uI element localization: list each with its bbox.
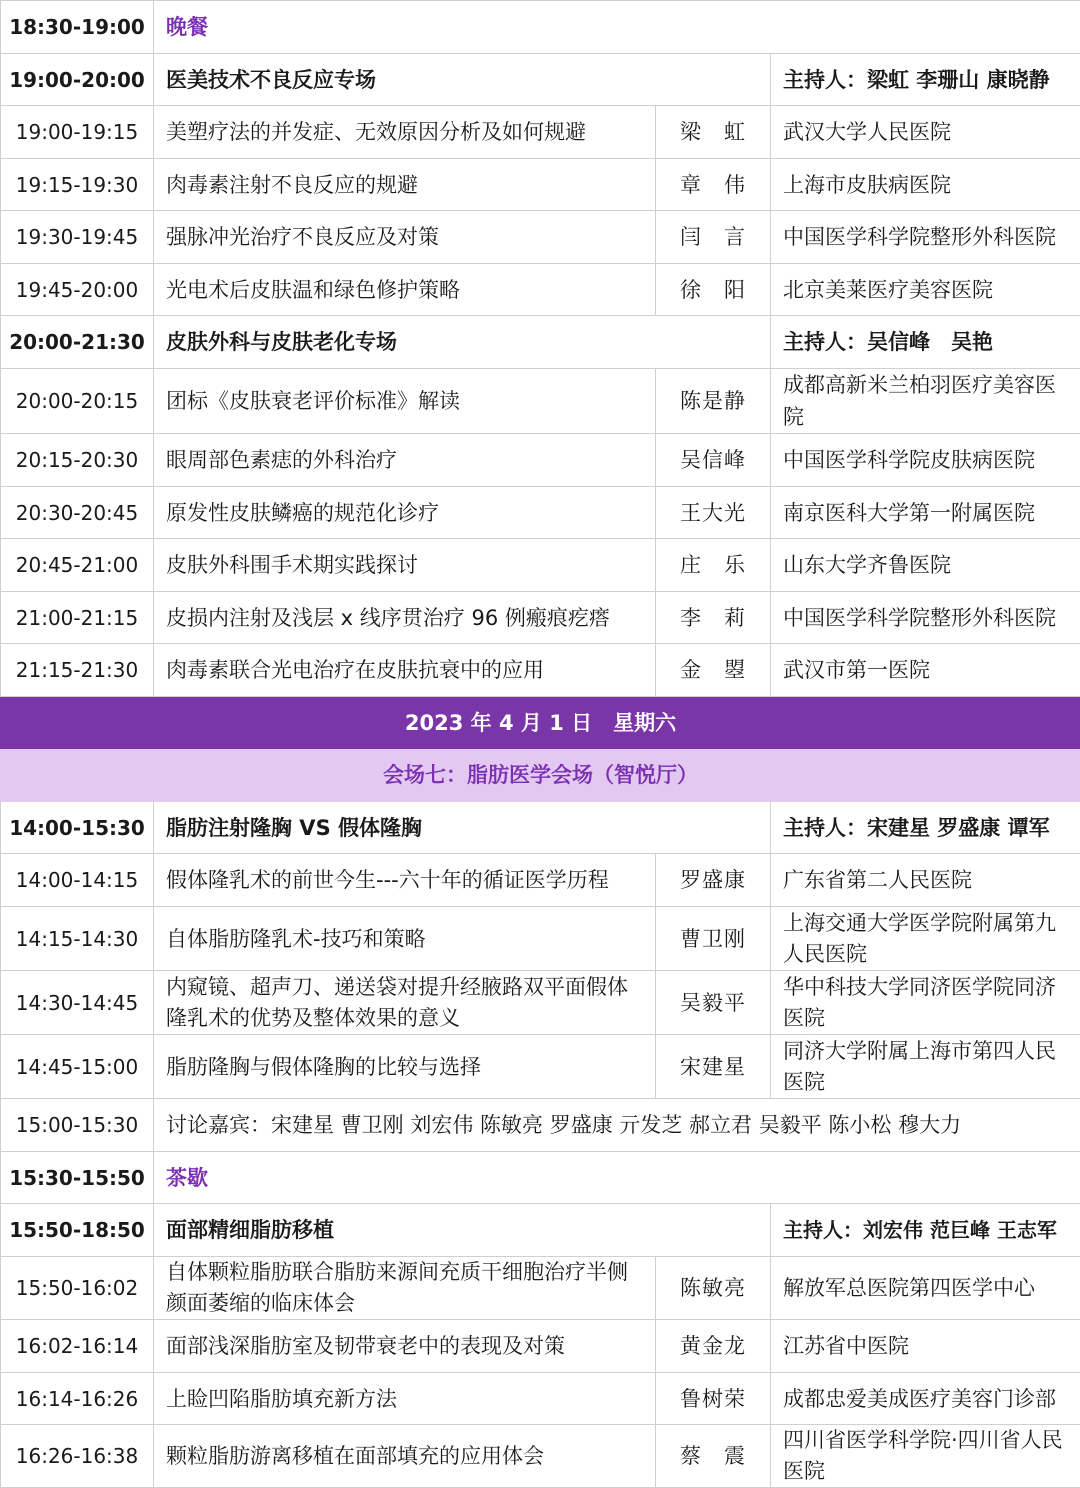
talk-speaker: 梁 虹 bbox=[656, 106, 771, 159]
session-host: 主持人：梁虹 李珊山 康晓静 bbox=[771, 54, 1080, 106]
talk-row bbox=[1, 1257, 1080, 1320]
talk-row bbox=[1, 1035, 1080, 1099]
talk-row bbox=[1, 1425, 1080, 1488]
time-cell: 19:00-19:15 bbox=[1, 106, 154, 159]
discussion-row bbox=[1, 1099, 1080, 1152]
talk-topic: 强脉冲光治疗不良反应及对策 bbox=[154, 211, 656, 264]
talk-row bbox=[1, 644, 1080, 697]
talk-speaker: 章 伟 bbox=[656, 159, 771, 211]
talk-row bbox=[1, 971, 1080, 1035]
session-title: 面部精细脂肪移植 bbox=[154, 1204, 771, 1257]
time-cell: 20:30-20:45 bbox=[1, 487, 154, 539]
talk-organization: 广东省第二人民医院 bbox=[771, 854, 1080, 907]
venue-banner-row bbox=[1, 749, 1080, 802]
session-host: 主持人：宋建星 罗盛康 谭军 bbox=[771, 802, 1080, 854]
talk-speaker: 吴毅平 bbox=[656, 971, 771, 1035]
time-cell: 20:00-21:30 bbox=[1, 316, 154, 369]
talk-topic: 内窥镜、超声刀、递送袋对提升经腋路双平面假体隆乳术的优势及整体效果的意义 bbox=[154, 971, 656, 1035]
talk-row bbox=[1, 434, 1080, 487]
time-cell: 14:00-14:15 bbox=[1, 854, 154, 907]
talk-speaker: 徐 阳 bbox=[656, 264, 771, 316]
talk-row bbox=[1, 487, 1080, 539]
session-header-row bbox=[1, 1204, 1080, 1257]
talk-organization: 北京美莱医疗美容医院 bbox=[771, 264, 1080, 316]
talk-organization: 上海市皮肤病医院 bbox=[771, 159, 1080, 211]
talk-speaker: 吴信峰 bbox=[656, 434, 771, 487]
discussion-guests: 讨论嘉宾：宋建星 曹卫刚 刘宏伟 陈敏亮 罗盛康 亓发芝 郝立君 吴毅平 陈小松 穆大力 bbox=[154, 1099, 1080, 1152]
time-cell: 18:30-19:00 bbox=[1, 1, 154, 54]
time-cell: 15:00-15:30 bbox=[1, 1099, 154, 1152]
talk-row bbox=[1, 106, 1080, 159]
talk-topic: 颗粒脂肪游离移植在面部填充的应用体会 bbox=[154, 1425, 656, 1488]
talk-speaker: 黄金龙 bbox=[656, 1320, 771, 1373]
time-cell: 14:30-14:45 bbox=[1, 971, 154, 1035]
talk-speaker: 罗盛康 bbox=[656, 854, 771, 907]
talk-speaker: 陈敏亮 bbox=[656, 1257, 771, 1320]
talk-organization: 武汉大学人民医院 bbox=[771, 106, 1080, 159]
talk-organization: 武汉市第一医院 bbox=[771, 644, 1080, 697]
talk-topic: 脂肪隆胸与假体隆胸的比较与选择 bbox=[154, 1035, 656, 1099]
time-cell: 16:14-16:26 bbox=[1, 1373, 154, 1425]
venue-banner: 会场七：脂肪医学会场（智悦厅） bbox=[1, 749, 1080, 802]
time-cell: 20:15-20:30 bbox=[1, 434, 154, 487]
talk-topic: 皮肤外科围手术期实践探讨 bbox=[154, 539, 656, 592]
session-title: 医美技术不良反应专场 bbox=[154, 54, 771, 106]
talk-organization: 山东大学齐鲁医院 bbox=[771, 539, 1080, 592]
time-cell: 20:45-21:00 bbox=[1, 539, 154, 592]
talk-topic: 面部浅深脂肪室及韧带衰老中的表现及对策 bbox=[154, 1320, 656, 1373]
talk-row bbox=[1, 211, 1080, 264]
talk-row bbox=[1, 1373, 1080, 1425]
session-host: 主持人：刘宏伟 范巨峰 王志军 bbox=[771, 1204, 1080, 1257]
talk-speaker: 庄 乐 bbox=[656, 539, 771, 592]
talk-organization: 江苏省中医院 bbox=[771, 1320, 1080, 1373]
talk-topic: 皮损内注射及浅层 x 线序贯治疗 96 例瘢痕疙瘩 bbox=[154, 592, 656, 644]
talk-organization: 华中科技大学同济医学院同济医院 bbox=[771, 971, 1080, 1035]
session-title: 皮肤外科与皮肤老化专场 bbox=[154, 316, 771, 369]
time-cell: 21:15-21:30 bbox=[1, 644, 154, 697]
talk-organization: 上海交通大学医学院附属第九人民医院 bbox=[771, 907, 1080, 971]
talk-organization: 成都高新米兰柏羽医疗美容医院 bbox=[771, 369, 1080, 434]
talk-topic: 上睑凹陷脂肪填充新方法 bbox=[154, 1373, 656, 1425]
talk-topic: 肉毒素注射不良反应的规避 bbox=[154, 159, 656, 211]
session-row-dinner bbox=[1, 1, 1080, 54]
talk-organization: 四川省医学科学院·四川省人民医院 bbox=[771, 1425, 1080, 1488]
talk-row bbox=[1, 369, 1080, 434]
time-cell: 14:15-14:30 bbox=[1, 907, 154, 971]
talk-speaker: 宋建星 bbox=[656, 1035, 771, 1099]
session-header-row bbox=[1, 802, 1080, 854]
time-cell: 19:15-19:30 bbox=[1, 159, 154, 211]
break-label: 晚餐 bbox=[154, 1, 1080, 54]
talk-speaker: 鲁树荣 bbox=[656, 1373, 771, 1425]
date-banner: 2023 年 4 月 1 日 星期六 bbox=[1, 697, 1080, 749]
time-cell: 21:00-21:15 bbox=[1, 592, 154, 644]
talk-topic: 自体脂肪隆乳术-技巧和策略 bbox=[154, 907, 656, 971]
time-cell: 19:45-20:00 bbox=[1, 264, 154, 316]
session-header-row bbox=[1, 316, 1080, 369]
talk-speaker: 金 曌 bbox=[656, 644, 771, 697]
time-cell: 14:00-15:30 bbox=[1, 802, 154, 854]
talk-topic: 眼周部色素痣的外科治疗 bbox=[154, 434, 656, 487]
talk-row bbox=[1, 592, 1080, 644]
talk-speaker: 陈是静 bbox=[656, 369, 771, 434]
talk-speaker: 曹卫刚 bbox=[656, 907, 771, 971]
talk-topic: 光电术后皮肤温和绿色修护策略 bbox=[154, 264, 656, 316]
session-header-row bbox=[1, 54, 1080, 106]
talk-topic: 美塑疗法的并发症、无效原因分析及如何规避 bbox=[154, 106, 656, 159]
break-label: 茶歇 bbox=[154, 1152, 1080, 1204]
talk-row bbox=[1, 264, 1080, 316]
talk-organization: 中国医学科学院皮肤病医院 bbox=[771, 434, 1080, 487]
talk-speaker: 王大光 bbox=[656, 487, 771, 539]
time-cell: 16:02-16:14 bbox=[1, 1320, 154, 1373]
time-cell: 20:00-20:15 bbox=[1, 369, 154, 434]
talk-speaker: 蔡 震 bbox=[656, 1425, 771, 1488]
time-cell: 15:30-15:50 bbox=[1, 1152, 154, 1204]
time-cell: 19:30-19:45 bbox=[1, 211, 154, 264]
session-title: 脂肪注射隆胸 VS 假体隆胸 bbox=[154, 802, 771, 854]
talk-row bbox=[1, 1320, 1080, 1373]
time-cell: 16:26-16:38 bbox=[1, 1425, 154, 1488]
session-row-tea-break bbox=[1, 1152, 1080, 1204]
talk-row bbox=[1, 159, 1080, 211]
talk-organization: 成都忠爱美成医疗美容门诊部 bbox=[771, 1373, 1080, 1425]
talk-topic: 自体颗粒脂肪联合脂肪来源间充质干细胞治疗半侧颜面萎缩的临床体会 bbox=[154, 1257, 656, 1320]
talk-topic: 肉毒素联合光电治疗在皮肤抗衰中的应用 bbox=[154, 644, 656, 697]
date-banner-row bbox=[1, 697, 1080, 749]
talk-topic: 团标《皮肤衰老评价标准》解读 bbox=[154, 369, 656, 434]
time-cell: 15:50-16:02 bbox=[1, 1257, 154, 1320]
session-host: 主持人：吴信峰 吴艳 bbox=[771, 316, 1080, 369]
talk-topic: 假体隆乳术的前世今生---六十年的循证医学历程 bbox=[154, 854, 656, 907]
talk-organization: 中国医学科学院整形外科医院 bbox=[771, 592, 1080, 644]
talk-row bbox=[1, 907, 1080, 971]
time-cell: 14:45-15:00 bbox=[1, 1035, 154, 1099]
talk-organization: 同济大学附属上海市第四人民医院 bbox=[771, 1035, 1080, 1099]
talk-organization: 南京医科大学第一附属医院 bbox=[771, 487, 1080, 539]
talk-row bbox=[1, 854, 1080, 907]
talk-row bbox=[1, 539, 1080, 592]
time-cell: 19:00-20:00 bbox=[1, 54, 154, 106]
time-cell: 15:50-18:50 bbox=[1, 1204, 154, 1257]
talk-topic: 原发性皮肤鳞癌的规范化诊疗 bbox=[154, 487, 656, 539]
talk-speaker: 李 莉 bbox=[656, 592, 771, 644]
talk-organization: 解放军总医院第四医学中心 bbox=[771, 1257, 1080, 1320]
talk-organization: 中国医学科学院整形外科医院 bbox=[771, 211, 1080, 264]
talk-speaker: 闫 言 bbox=[656, 211, 771, 264]
